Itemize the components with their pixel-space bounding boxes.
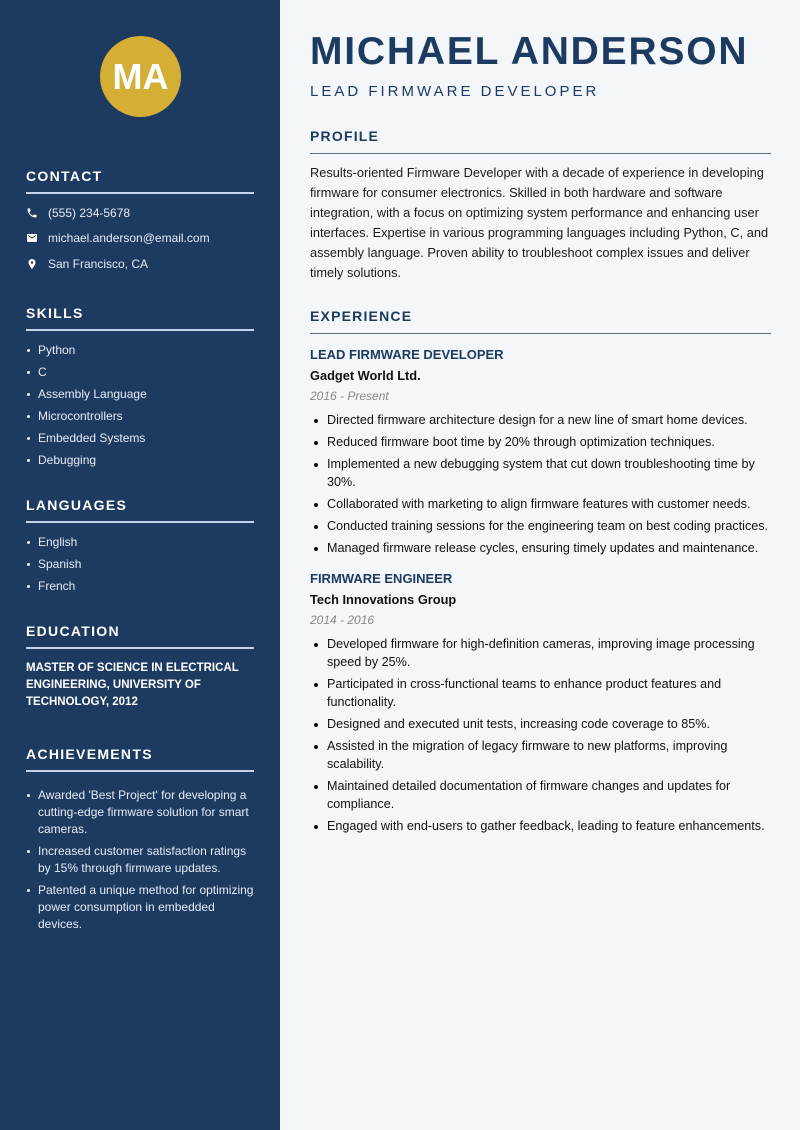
contact-heading: CONTACT	[26, 168, 103, 184]
skill-item: Embedded Systems	[26, 427, 254, 449]
job-bullet: Maintained detailed documentation of firmware changes and updates for compliance.	[310, 777, 771, 813]
divider	[310, 153, 771, 154]
skill-item: Assembly Language	[26, 383, 254, 405]
divider	[26, 521, 254, 523]
achievements-list	[26, 787, 254, 933]
email-link[interactable]: michael.anderson@email.com	[48, 231, 210, 246]
achievement-item: Patented a unique method for optimizing power consumption in embedded devices.	[26, 882, 254, 933]
divider	[26, 647, 254, 649]
job-bullet: Managed firmware release cycles, ensuring timely updates and maintenance.	[310, 539, 771, 557]
job-bullet: Implemented a new debugging system that cut down troubleshooting time by 30%.	[310, 455, 771, 491]
job-title: FIRMWARE ENGINEER	[310, 571, 453, 586]
job-bullet: Collaborated with marketing to align firmware features with customer needs.	[310, 495, 771, 513]
candidate-role: LEAD FIRMWARE DEVELOPER	[310, 83, 600, 100]
job-title: LEAD FIRMWARE DEVELOPER	[310, 347, 504, 362]
achievements-heading: ACHIEVEMENTS	[26, 746, 153, 762]
language-item: French	[26, 575, 254, 597]
job-bullets	[310, 635, 771, 835]
job-bullet: Engaged with end-users to gather feedback, leading to feature enhancements.	[310, 817, 771, 835]
divider	[26, 770, 254, 772]
job-dates: 2014 - 2016	[310, 613, 375, 627]
achievement-item: Increased customer satisfaction ratings by 15% through firmware updates.	[26, 843, 254, 877]
profile-section	[310, 128, 771, 283]
divider	[26, 329, 254, 331]
job-bullet: Directed firmware architecture design for a new line of smart home devices.	[310, 411, 771, 429]
contact-section	[26, 168, 254, 277]
job-entry	[310, 347, 771, 557]
avatar	[100, 36, 181, 117]
job-bullet: Assisted in the migration of legacy firmware to new platforms, improving scalability.	[310, 737, 771, 773]
job-bullet: Reduced firmware boot time by 20% through optimization techniques.	[310, 433, 771, 451]
phone-link[interactable]: (555) 234-5678	[48, 205, 131, 220]
sidebar	[0, 0, 280, 1130]
candidate-name: MICHAEL ANDERSON	[310, 30, 749, 73]
location-text: San Francisco, CA	[48, 256, 149, 271]
language-item: Spanish	[26, 553, 254, 575]
company-name: Gadget World Ltd.	[310, 368, 421, 383]
contact-phone	[26, 200, 254, 226]
company-name: Tech Innovations Group	[310, 592, 457, 607]
job-bullet: Conducted training sessions for the engineering team on best coding practices.	[310, 517, 771, 535]
job-dates: 2016 - Present	[310, 389, 389, 403]
job-bullets	[310, 411, 771, 557]
profile-text: Results-oriented Firmware Developer with a decade of experience in developing firmware for consumer electronics. Skilled in both hardware and software integration, with a focus on optimizing system performance and enhancing user interfaces. Expertise in various programming languages including Python, C, and assembly language. Proven ability to troubleshoot complex issues and deliver timely solutions.	[310, 165, 769, 280]
achievements-section	[26, 746, 254, 938]
skills-heading: SKILLS	[26, 305, 84, 321]
divider	[310, 333, 771, 334]
job-entry	[310, 571, 771, 835]
language-item: English	[26, 531, 254, 553]
avatar-initials: MA	[112, 55, 169, 97]
job-bullet: Designed and executed unit tests, increasing code coverage to 85%.	[310, 715, 771, 733]
experience-heading: EXPERIENCE	[310, 308, 413, 324]
profile-heading: PROFILE	[310, 128, 380, 144]
job-bullet: Participated in cross-functional teams to enhance product features and functionality.	[310, 675, 771, 711]
divider	[26, 192, 254, 194]
job-bullet: Developed firmware for high-definition cameras, improving image processing speed by 25%.	[310, 635, 771, 671]
phone-icon	[26, 207, 38, 219]
languages-list	[26, 531, 254, 597]
skill-item: Debugging	[26, 449, 254, 471]
languages-section	[26, 497, 254, 597]
skill-item: Python	[26, 339, 254, 361]
skill-item: Microcontrollers	[26, 405, 254, 427]
achievement-item: Awarded 'Best Project' for developing a cutting-edge firmware solution for smart cameras.	[26, 787, 254, 838]
languages-heading: LANGUAGES	[26, 497, 128, 513]
skills-list	[26, 339, 254, 471]
education-section	[26, 623, 254, 711]
experience-section	[310, 308, 771, 839]
education-entry: MASTER OF SCIENCE IN ELECTRICAL ENGINEERING, UNIVERSITY OF TECHNOLOGY, 2012	[26, 662, 239, 708]
contact-location	[26, 251, 254, 277]
contact-email	[26, 226, 254, 252]
email-icon	[26, 232, 38, 244]
location-pin-icon	[26, 258, 38, 270]
skills-section	[26, 305, 254, 471]
education-heading: EDUCATION	[26, 623, 120, 639]
skill-item: C	[26, 361, 254, 383]
